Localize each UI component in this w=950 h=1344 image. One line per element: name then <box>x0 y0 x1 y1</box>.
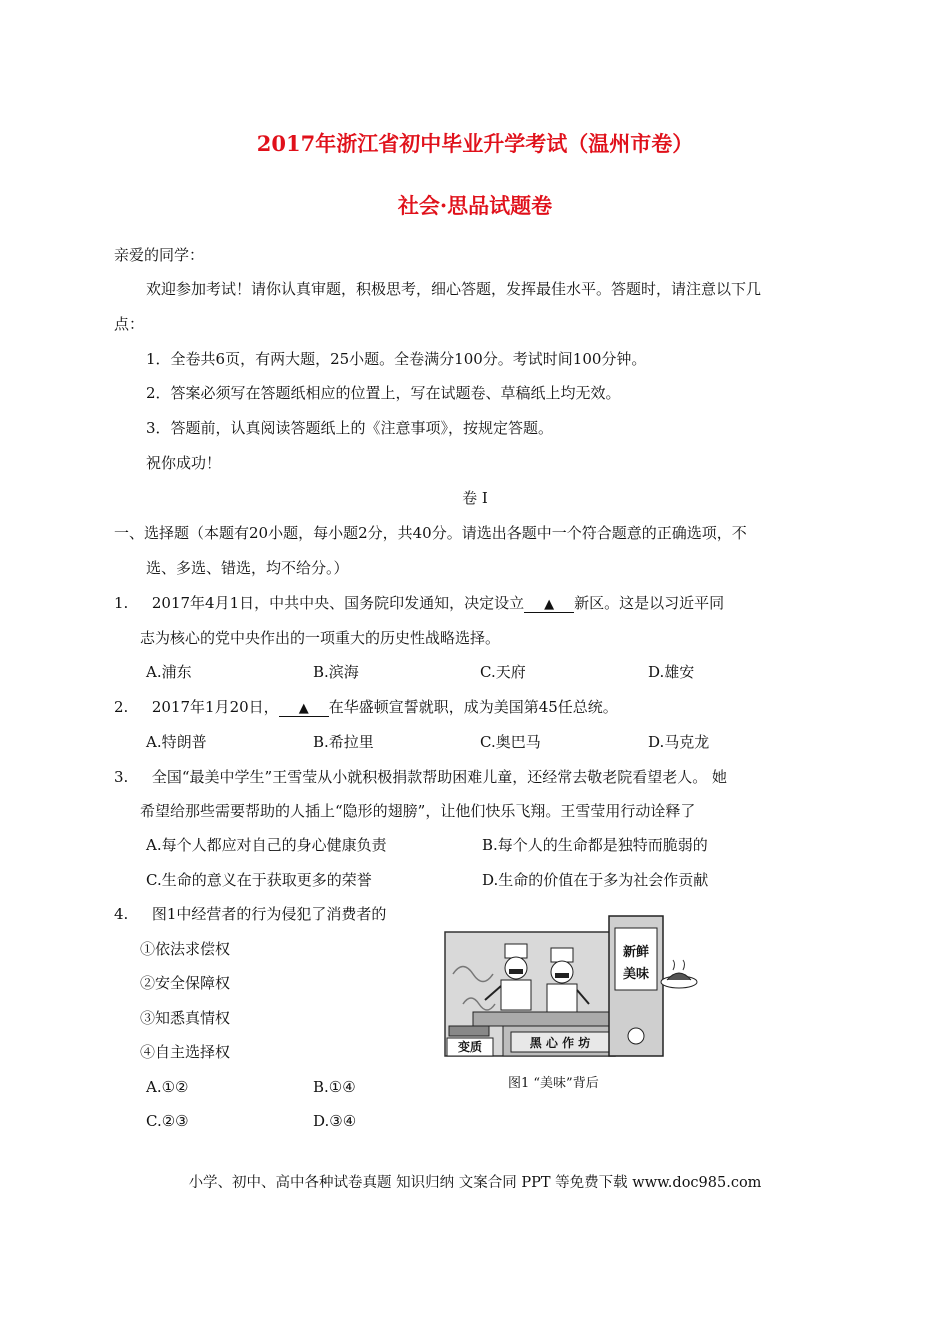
question-number: 2. <box>114 698 129 716</box>
note-3: 3．答题前，认真阅读答题纸上的《注意事项》，按规定答题。 <box>146 419 554 437</box>
welcome-line-2: 点： <box>114 315 145 333</box>
footer-text: 小学、初中、高中各种试卷真题 知识归纳 文案合同 PPT 等免费下载 www.doc985.com <box>188 1175 762 1191</box>
q1-option-d: D.雄安 <box>648 663 695 681</box>
wish-text: 祝你成功！ <box>146 454 222 472</box>
section-heading-line-1: 一、选择题（本题有20小题，每小题2分，共40分。请选出各题中一个符合题意的正确选项，不 <box>114 524 747 542</box>
question-text: 全国“最美中学生”王雪莹从小就积极捐款帮助困难儿童，还经常去敬老院看望老人。 她 <box>151 768 727 786</box>
q1-option-b: B.滨海 <box>313 663 359 681</box>
note-2: 2．答案必须写在答题纸相应的位置上，写在试题卷、草稿纸上均无效。 <box>146 384 621 402</box>
q3-option-c: C.生命的意义在于获取更多的荣誉 <box>146 871 372 889</box>
question-1 <box>114 593 724 613</box>
question-4 <box>114 904 386 924</box>
spoiled-label: 变质 <box>457 1040 483 1054</box>
question-number: 3. <box>114 768 129 786</box>
q4-option-d: D.③④ <box>313 1112 357 1130</box>
q1-option-c: C.天府 <box>480 663 526 681</box>
question-3-line-2: 希望给那些需要帮助的人插上“隐形的翅膀”，让他们快乐飞翔。王雪莹用行动诠释了 <box>140 802 696 820</box>
q2-option-a: A.特朗普 <box>146 733 207 751</box>
spoiled-basket <box>449 1026 489 1036</box>
q2-option-b: B.希拉里 <box>313 733 374 751</box>
question-text: 新区。这是以习近平同 <box>574 594 725 612</box>
question-2 <box>114 697 618 717</box>
question-text: 2017年4月1日，中共中央、国务院印发通知，决定设立 <box>151 594 525 612</box>
sign-text-top: 新鲜 <box>622 945 650 960</box>
answer-blank: ▲ <box>279 701 329 717</box>
page-title: 2017年浙江省初中毕业升学考试（温州市卷） <box>256 131 694 156</box>
q1-option-a: A.浦东 <box>146 663 192 681</box>
q4-option-c: C.②③ <box>146 1112 189 1130</box>
question-1-line-2: 志为核心的党中央作出的一项重大的历史性战略选择。 <box>140 629 501 647</box>
question-number: 4. <box>114 905 129 923</box>
question-text: 图1中经营者的行为侵犯了消费者的 <box>151 905 387 923</box>
workshop-label: 黑 心 作 坊 <box>529 1036 591 1050</box>
greeting: 亲爱的同学： <box>114 246 205 264</box>
welcome-line-1: 欢迎参加考试！请你认真审题，积极思考，细心答题，发挥最佳水平。答题时，请注意以下几 <box>146 280 762 298</box>
counter <box>473 1012 613 1026</box>
q2-option-d: D.马克龙 <box>648 733 710 751</box>
question-3 <box>114 767 727 787</box>
q3-option-b: B.每个人的生命都是独特而脆弱的 <box>482 836 708 854</box>
storefront-button <box>628 1028 644 1044</box>
note-1: 1．全卷共6页，有两大题，25小题。全卷满分100分。考试时间100分钟。 <box>146 350 647 368</box>
volume-heading: 卷 Ⅰ <box>462 489 488 507</box>
page-subtitle: 社会·思品试题卷 <box>397 193 553 218</box>
q3-option-a: A.每个人都应对自己的身心健康负责 <box>146 836 387 854</box>
question-text: 2017年1月20日， <box>151 698 279 716</box>
question-number: 1. <box>114 594 129 612</box>
question-text: 在华盛顿宣誓就职，成为美国第45任总统。 <box>328 698 618 716</box>
q4-item-1: ①依法求偿权 <box>140 940 231 958</box>
q4-item-2: ②安全保障权 <box>140 974 231 992</box>
section-heading-line-2: 选、多选、错选，均不给分。） <box>146 559 349 577</box>
sign-text-bottom: 美味 <box>622 967 650 982</box>
q4-option-a: A.①② <box>146 1078 189 1096</box>
q3-option-d: D.生命的价值在于多为社会作贡献 <box>482 871 709 889</box>
answer-blank: ▲ <box>524 597 574 613</box>
q2-option-c: C.奥巴马 <box>480 733 541 751</box>
figure-caption: 图1 “美味”背后 <box>508 1076 599 1091</box>
q4-option-b: B.①④ <box>313 1078 356 1096</box>
q4-item-4: ④自主选择权 <box>140 1043 231 1061</box>
food-pile <box>667 973 691 980</box>
figure-1-cartoon <box>443 914 699 1058</box>
steam-swirl <box>673 960 685 970</box>
q4-item-3: ③知悉真情权 <box>140 1009 231 1027</box>
